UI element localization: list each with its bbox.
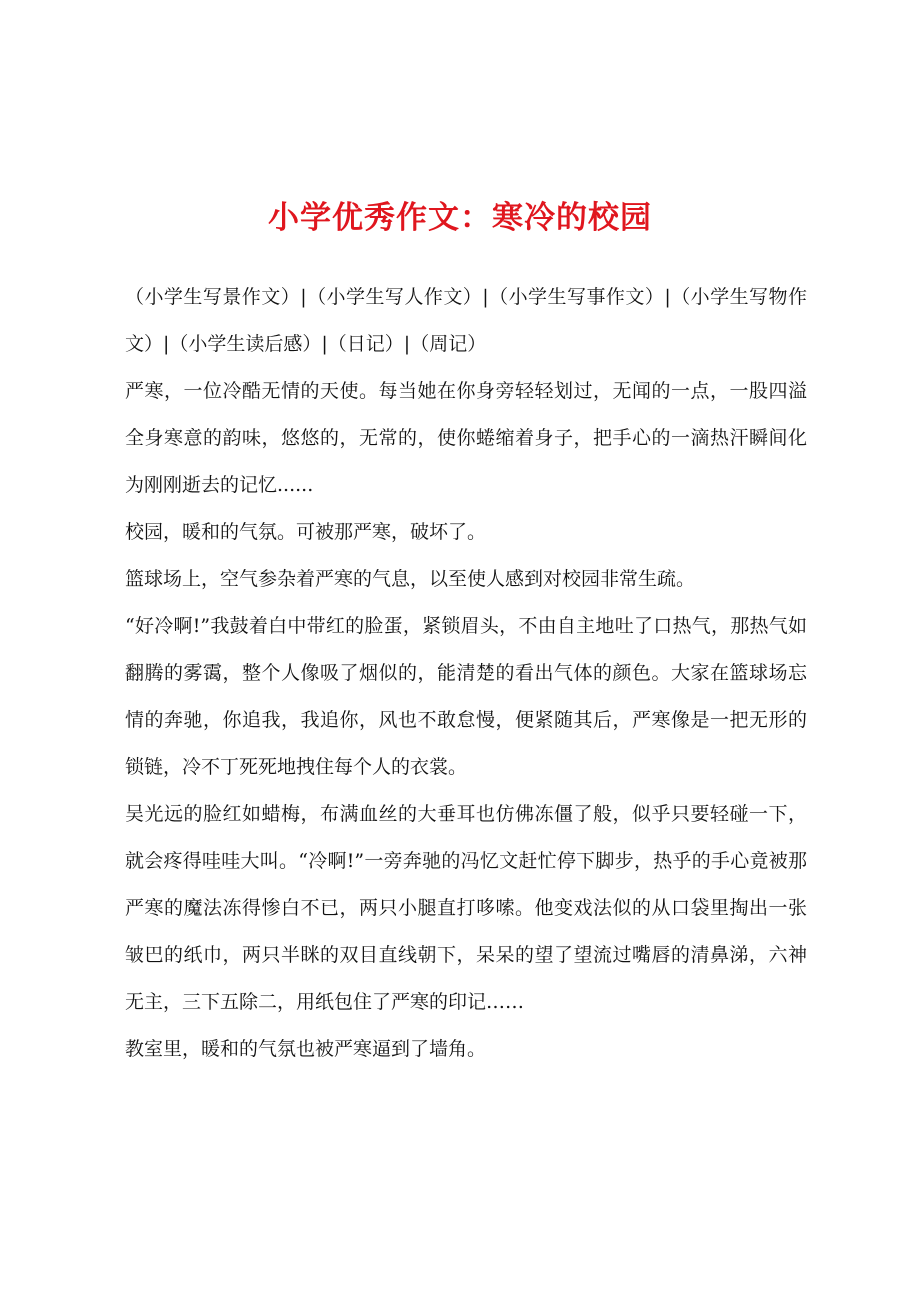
body-paragraph: 教室里，暖和的气氛也被严寒逼到了墙角。	[125, 1038, 487, 1060]
category-links-paragraph: （小学生写景作文）|（小学生写人作文）|（小学生写事作文）|（小学生写物作文）|（小学生读后感）|（日记）|（周记）	[125, 286, 807, 355]
body-paragraph: 严寒，一位冷酷无情的天使。每当她在你身旁轻轻划过，无闻的一点，一股四溢全身寒意的韵味，悠悠的，无常的，使你蜷缩着身子，把手心的一滴热汗瞬间化为刚刚逝去的记忆......	[125, 380, 807, 496]
body-paragraph: 校园，暖和的气氛。可被那严寒，破坏了。	[125, 521, 487, 543]
article-body	[125, 274, 807, 1073]
page-title: 小学优秀作文：寒冷的校园	[268, 200, 652, 236]
body-paragraph: 吴光远的脸红如蜡梅，布满血丝的大垂耳也仿佛冻僵了般，似乎只要轻碰一下，就会疼得哇哇大叫。“冷啊!”一旁奔驰的冯忆文赶忙停下脚步，热乎的手心竟被那严寒的魔法冻得惨白不已，两只小腿直打哆嗦。他变戏法似的从口袋里掏出一张皱巴的纸巾，两只半眯的双目直线朝下，呆呆的望了望流过嘴唇的清鼻涕，六神无主，三下五除二，用纸包住了严寒的印记……	[125, 803, 807, 1013]
body-paragraph: 篮球场上，空气参杂着严寒的气息，以至使人感到对校园非常生疏。	[125, 568, 696, 590]
body-paragraph: “好冷啊!”我鼓着白中带红的脸蛋，紧锁眉头，不由自主地吐了口热气，那热气如翻腾的雾霭，整个人像吸了烟似的，能清楚的看出气体的颜色。大家在篮球场忘情的奔驰，你追我，我追你，风也不敢怠慢，便紧随其后，严寒像是一把无形的锁链，冷不丁死死地拽住每个人的衣裳。	[125, 615, 807, 778]
